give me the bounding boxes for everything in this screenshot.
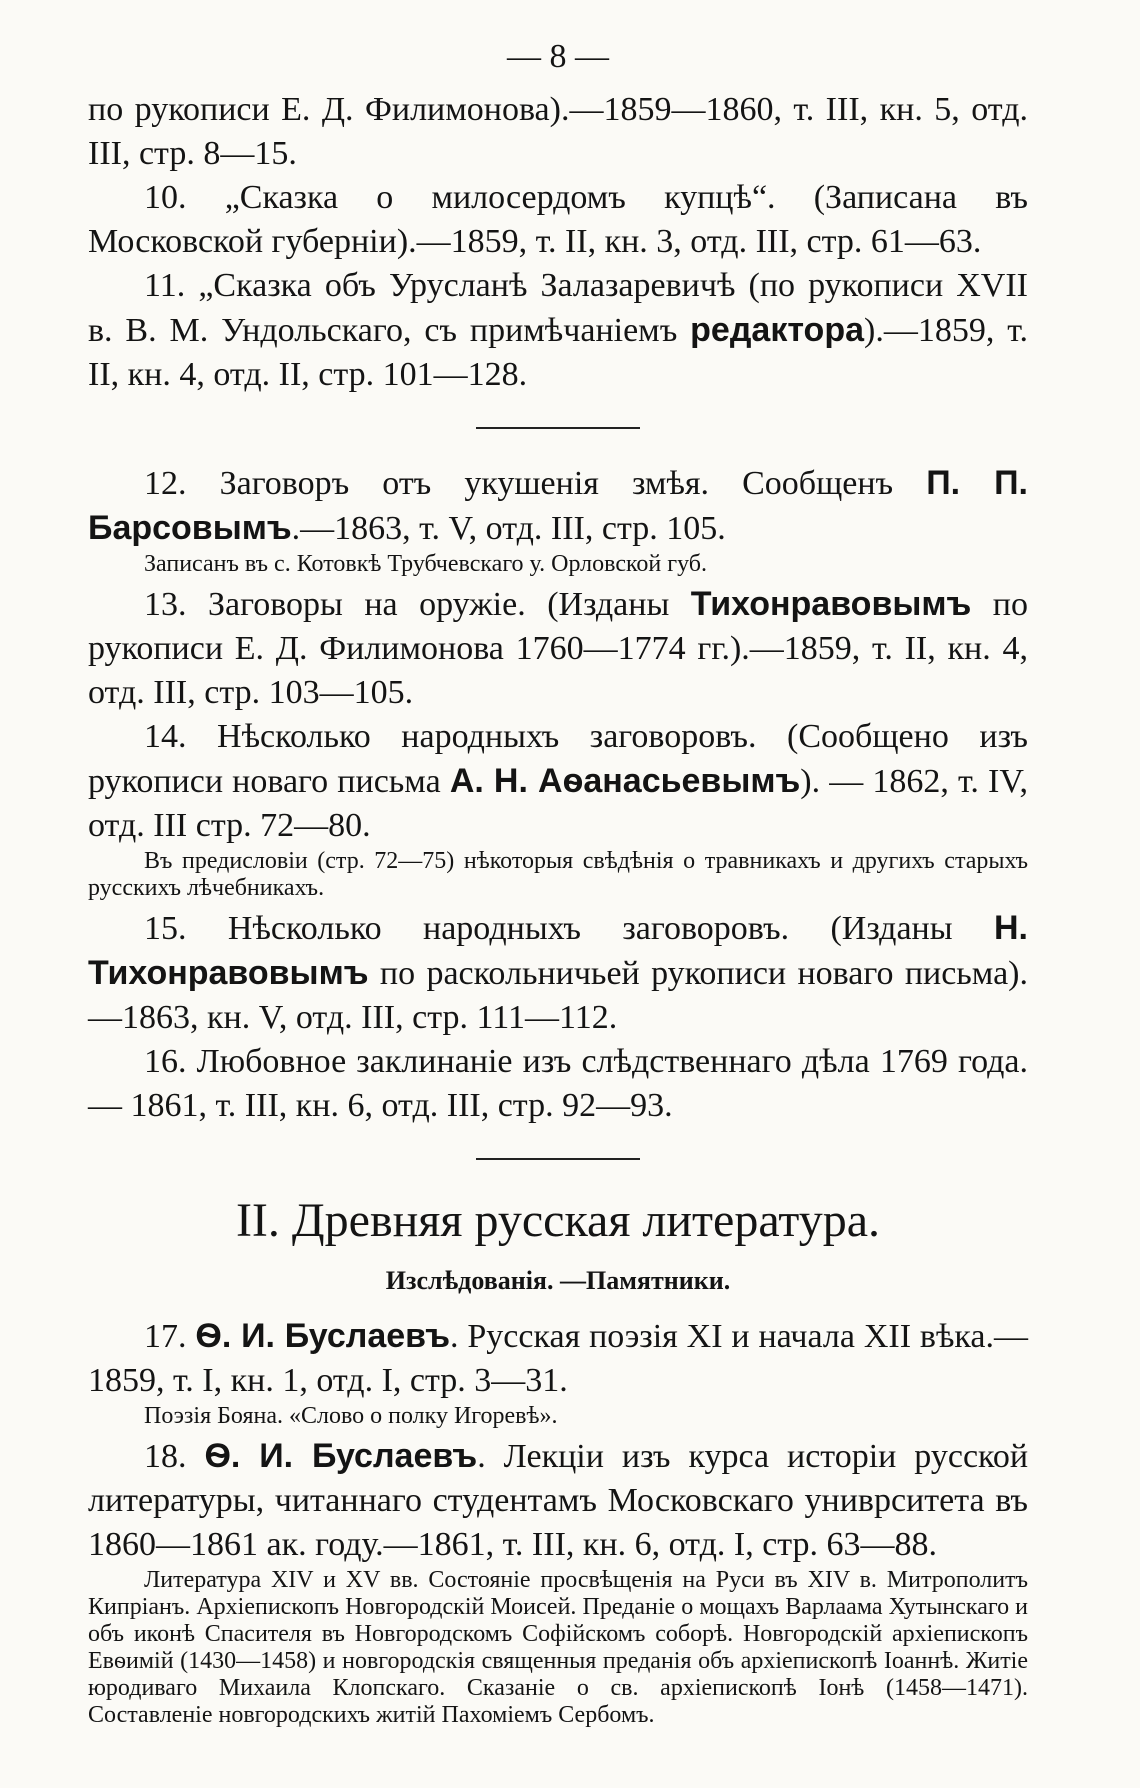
entry-15 bbox=[88, 906, 1028, 1040]
entry-18-author: Ѳ. И. Буслаевъ bbox=[204, 1437, 478, 1475]
entry-13-author: Тихонравовымъ bbox=[690, 585, 972, 623]
entry-11-text: 11. „Сказка объ Урусланѣ Залазаревичѣ (по рукописи XVII в. В. М. Ундольскаго, съ примѣчаніемъ bbox=[88, 267, 1028, 349]
divider-rule bbox=[476, 1158, 640, 1160]
entry-17-note: Поэзія Бояна. «Слово о полку Игоревѣ». bbox=[144, 1403, 558, 1429]
entry-11-editor: редактора bbox=[690, 311, 864, 349]
entry-12-text: 12. Заговоръ отъ укушенія змѣя. Сообщенъ bbox=[144, 465, 927, 502]
entry-17 bbox=[88, 1314, 1028, 1403]
entry-10: 10. „Сказка о милосердомъ купцѣ“. (Записана въ Московской губерніи).—1859, т. II, кн. 3, отд. III, стр. 61—63. bbox=[88, 179, 1028, 260]
entry-15-text: 15. Нѣсколько народныхъ заговоровъ. (Изданы bbox=[144, 910, 994, 947]
entry-13 bbox=[88, 582, 1028, 715]
entry-11-details: ).—1859, т. II, кн. 4, отд. II, стр. 101—128. bbox=[88, 312, 1028, 393]
entry-12-note: Записанъ въ с. Котовкѣ Трубчевскаго у. Орловской губ. bbox=[144, 551, 708, 577]
entry-15-details: по раскольничьей рукописи новаго письма).—1863, кн. V, отд. III, стр. 111—112. bbox=[88, 955, 1028, 1036]
entry-12 bbox=[88, 461, 1028, 551]
section-title: II. Древняя русская литература. bbox=[235, 1194, 881, 1247]
section-subtitle: Изслѣдованія. —Памятники. bbox=[385, 1266, 731, 1295]
divider-rule bbox=[476, 427, 640, 429]
entry-14-details: ). — 1862, т. IV, отд. III стр. 72—80. bbox=[88, 763, 1029, 844]
entry-11 bbox=[88, 264, 1028, 397]
entry-17-number: 17. bbox=[144, 1318, 196, 1355]
entry-14 bbox=[88, 715, 1028, 848]
entry-14-note: Въ предисловіи (стр. 72—75) нѣкоторыя свѣдѣнія о травникахъ и другихъ старыхъ русскихъ лѣчебникахъ. bbox=[88, 848, 1028, 901]
entry-14-author: А. Н. Аѳанасьевымъ bbox=[449, 762, 801, 800]
entry-14-text: 14. Нѣсколько народныхъ заговоровъ. (Сообщено изъ рукописи новаго письма bbox=[88, 718, 1028, 800]
entry-13-details: по рукописи Е. Д. Филимонова 1760—1774 гг.).—1859, т. II, кн. 4, отд. III, стр. 103—105. bbox=[88, 586, 1028, 711]
entry-13-text: 13. Заговоры на оружіе. (Изданы bbox=[144, 586, 691, 623]
document-page bbox=[88, 28, 1028, 1733]
entry-15-author: Н. Тихонравовымъ bbox=[88, 909, 1028, 992]
entry-18-note: Литература XIV и XV вв. Состояніе просвѣщенія на Руси въ XIV в. Митрополитъ Кипріанъ. Архіепископъ Новгородскій Моисей. Преданіе о мощахъ Варлаама Хутынскаго и объ иконѣ Спасителя въ Новгородскомъ Софійскомъ соборѣ. Новгородскій архіепископъ Евѳимій (1430—1458) и новгородскія священныя преданія объ архіепископѣ Іоаннѣ. Житіе юродиваго Михаила Клопскаго. Сказаніе о св. архіепископѣ Іонѣ (1458—1471). Составленіе новгородскихъ житій Пахоміемъ Сербомъ. bbox=[88, 1567, 1028, 1728]
entry-9-continuation: по рукописи Е. Д. Филимонова).—1859—1860, т. III, кн. 5, отд. III, стр. 8—15. bbox=[88, 91, 1028, 172]
entry-17-details: . Русская поэзія XI и начала XII вѣка.— 1859, т. I, кн. 1, отд. I, стр. 3—31. bbox=[88, 1318, 1029, 1399]
entry-18-details: . Лекціи изъ курса исторіи русской литературы, читаннаго студентамъ Московскаго униврситета въ 1860—1861 ак. году.—1861, т. III, кн. 6, отд. I, стр. 63—88. bbox=[88, 1438, 1029, 1563]
entry-18 bbox=[88, 1434, 1028, 1567]
entry-12-author: П. П. Барсовымъ bbox=[88, 464, 1029, 547]
entry-16: 16. Любовное заклинаніе изъ слѣдственнаго дѣла 1769 года.— 1861, т. III, кн. 6, отд. III, стр. 92—93. bbox=[88, 1043, 1028, 1124]
entry-18-number: 18. bbox=[144, 1438, 205, 1475]
entry-12-details: .—1863, т. V, отд. III, стр. 105. bbox=[291, 510, 726, 547]
page-number: — 8 — bbox=[507, 38, 609, 75]
entry-17-author: Ѳ. И. Буслаевъ bbox=[195, 1317, 451, 1355]
